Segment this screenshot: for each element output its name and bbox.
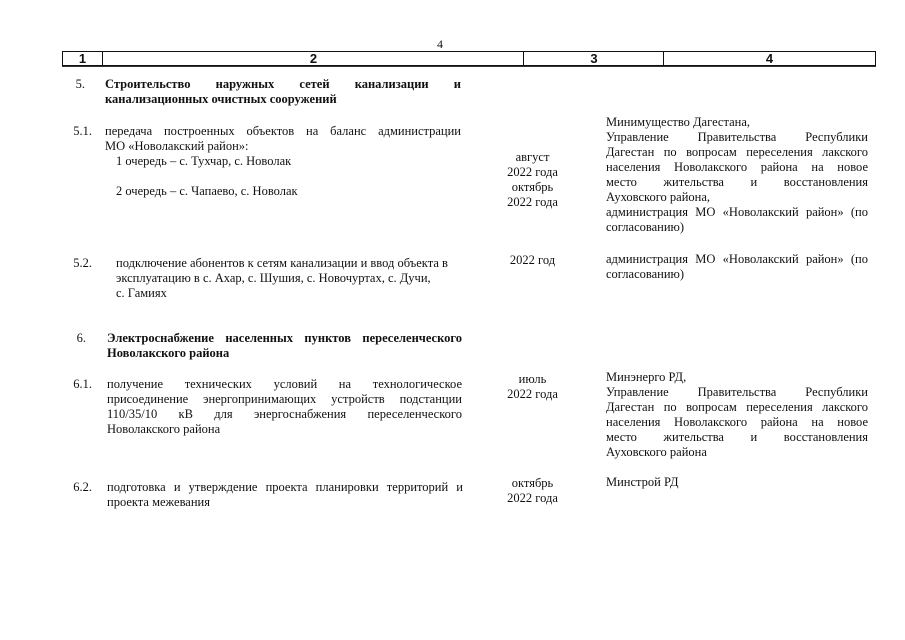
row-description-line: подготовка и утверждение проекта планировки территорий и bbox=[107, 480, 463, 494]
row-term-line: октябрь bbox=[511, 180, 554, 194]
section-number: 6. bbox=[76, 331, 86, 345]
row-term-line: 2022 года bbox=[507, 165, 558, 179]
row-responsible-line: Ауховского района, bbox=[606, 190, 711, 204]
row-responsible-line: населения Новолакского района на новое bbox=[606, 160, 868, 174]
row-description-line: проекта межевания bbox=[107, 495, 210, 509]
row-description-line: 110/35/10 кВ для энергоснабжения переселенческого bbox=[107, 407, 462, 421]
row-responsible-line: Управление Правительства Республики bbox=[606, 385, 868, 399]
row-term-line: 2022 год bbox=[509, 253, 556, 267]
row-responsible-line: согласованию) bbox=[606, 220, 685, 234]
row-description-line: МО «Новолакский район»: bbox=[105, 139, 249, 153]
row-number: 6.2. bbox=[73, 480, 92, 494]
row-responsible-line: Ауховского района bbox=[606, 445, 707, 459]
row-description-line: передача построенных объектов на баланс администрации bbox=[105, 124, 461, 138]
row-description-line: 2 очередь – с. Чапаево, с. Новолак bbox=[116, 184, 298, 198]
section-title-line: Новолакского района bbox=[107, 346, 230, 360]
header-col-2: 2 bbox=[102, 52, 524, 65]
header-col-3: 3 bbox=[523, 52, 664, 65]
row-description-line: Новолакского района bbox=[107, 422, 221, 436]
header-underline bbox=[62, 66, 876, 67]
row-responsible-line: администрация МО «Новолакский район» (по bbox=[606, 252, 868, 266]
row-term-line: 2022 года bbox=[507, 195, 558, 209]
row-responsible-line: Минстрой РД bbox=[606, 475, 679, 489]
row-responsible-line: населения Новолакского района на новое bbox=[606, 415, 868, 429]
row-responsible-line: Дагестан по вопросам переселения лакского bbox=[606, 145, 868, 159]
row-responsible-line: согласованию) bbox=[606, 267, 685, 281]
row-term-line: 2022 года bbox=[507, 491, 558, 505]
section-number: 5. bbox=[75, 77, 85, 91]
row-description-line: эксплуатацию в с. Ахар, с. Шушия, с. Новочуртах, с. Дучи, bbox=[116, 271, 431, 285]
header-col-4: 4 bbox=[663, 52, 875, 65]
row-term-line: август bbox=[515, 150, 550, 164]
row-term-line: октябрь bbox=[511, 476, 554, 490]
page-number: 4 bbox=[437, 37, 443, 51]
row-term-line: июль bbox=[518, 372, 547, 386]
row-description-line: 1 очередь – с. Тухчар, с. Новолак bbox=[116, 154, 292, 168]
row-description-line: подключение абонентов к сетям канализации и ввод объекта в bbox=[116, 256, 448, 270]
section-title-line: канализационных очистных сооружений bbox=[105, 92, 337, 106]
row-description-line: с. Гамиях bbox=[116, 286, 167, 300]
section-title-line: Строительство наружных сетей канализации и bbox=[105, 77, 461, 91]
header-col-1: 1 bbox=[78, 51, 87, 66]
row-responsible-line: место жительства и восстановления bbox=[606, 175, 868, 189]
row-term-line: 2022 года bbox=[507, 387, 558, 401]
row-description-line: получение технических условий на технологическое bbox=[107, 377, 462, 391]
row-responsible-line: Минэнерго РД, bbox=[606, 370, 687, 384]
row-responsible-line: место жительства и восстановления bbox=[606, 430, 868, 444]
row-number: 5.1. bbox=[73, 124, 92, 138]
row-number: 6.1. bbox=[73, 377, 92, 391]
row-description-line: присоединение энергопринимающих устройств подстанции bbox=[107, 392, 462, 406]
row-responsible-line: Дагестан по вопросам переселения лакского bbox=[606, 400, 868, 414]
row-responsible-line: Управление Правительства Республики bbox=[606, 130, 868, 144]
table-header bbox=[62, 51, 876, 66]
row-responsible-line: Минимущество Дагестана, bbox=[606, 115, 751, 129]
section-title-line: Электроснабжение населенных пунктов переселенческого bbox=[107, 331, 462, 345]
row-number: 5.2. bbox=[73, 256, 92, 270]
row-responsible-line: администрация МО «Новолакский район» (по bbox=[606, 205, 868, 219]
